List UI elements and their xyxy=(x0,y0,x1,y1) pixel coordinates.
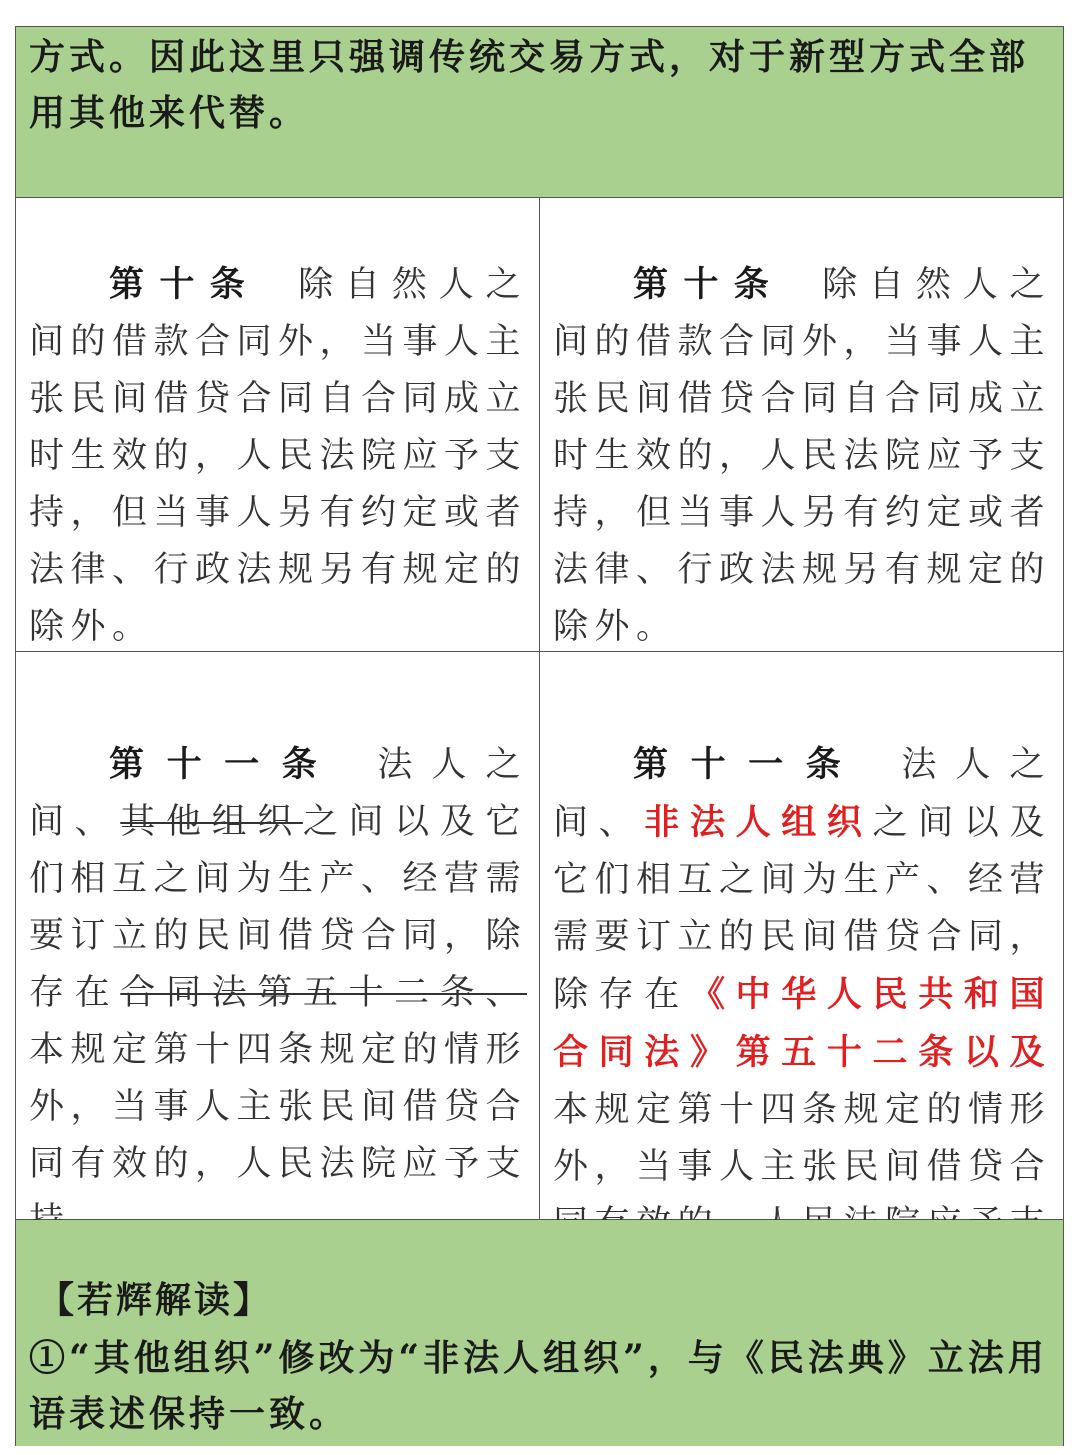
article-10-old-body: 除自然人之间的借款合同外，当事人主张民间借贷合同自合同成立时生效的，人民法院应予支持，但当事人另有约定或者法律、行政法规另有规定的除外。 xyxy=(29,265,528,647)
commentary-text: ①“其他组织”修改为“非法人组织”，与《民法典》立法用语表述保持一致。 xyxy=(29,1337,1048,1435)
article-10-old-title: 第十条 xyxy=(109,264,261,305)
commentary-heading: 【若辉解读】 xyxy=(38,1279,273,1321)
article-11-new-part2: 之间以及它们相互之间为生产、经营需要订立的民间借贷合同，除存在 xyxy=(553,803,1052,1015)
article-10-old-cell xyxy=(16,198,540,651)
comparison-table xyxy=(15,26,1064,1446)
deleted-text-other-org: 其他组织 xyxy=(120,802,303,842)
article-11-old-title: 第十一条 xyxy=(109,744,340,785)
article-11-old-cell xyxy=(16,652,540,1219)
article-11-row xyxy=(16,652,1063,1220)
inserted-text-non-legal-person-org: 非法人组织 xyxy=(644,802,873,843)
deleted-text-contract-law: 合同法第五十二条、 xyxy=(120,973,527,1013)
article-11-old-text xyxy=(29,736,527,1250)
article-11-old-part2: 之间以及它们相互之间为生产、经营需要订立的民间借贷合同，除存在 xyxy=(29,802,528,1013)
article-10-row xyxy=(16,198,1063,652)
article-11-new-cell xyxy=(540,652,1063,1219)
commentary-row xyxy=(16,1220,1063,1446)
article-10-new-cell xyxy=(540,198,1063,651)
inserted-text-contract-law: 《中华人民共和国合同法》第五十二条以及 xyxy=(553,974,1051,1073)
article-11-new-title: 第十一条 xyxy=(633,744,864,785)
article-11-old-part1: 法人之间、 xyxy=(29,745,527,842)
top-note-row xyxy=(16,27,1063,198)
article-10-new-title: 第十条 xyxy=(633,264,785,305)
article-10-new-text xyxy=(553,256,1051,656)
article-11-old-part3: 本规定第十四条规定的情形外，当事人主张民间借贷合同有效的，人民法院应予支 xyxy=(29,1030,528,1184)
article-11-new-part1: 法人之间、 xyxy=(553,745,1051,843)
article-10-old-text xyxy=(29,256,527,656)
article-10-new-body: 除自然人之间的借款合同外，当事人主张民间借贷合同自合同成立时生效的，人民法院应予支持，但当事人另有约定或者法律、行政法规另有规定的除外。 xyxy=(553,265,1052,647)
article-11-new-part3: 本规定第十四条规定的情形外，当事人主张民间借贷合 xyxy=(553,1090,1052,1187)
top-note-text: 方式。因此这里只强调传统交易方式，对于新型方式全部用其他来代替。 xyxy=(29,36,1030,134)
